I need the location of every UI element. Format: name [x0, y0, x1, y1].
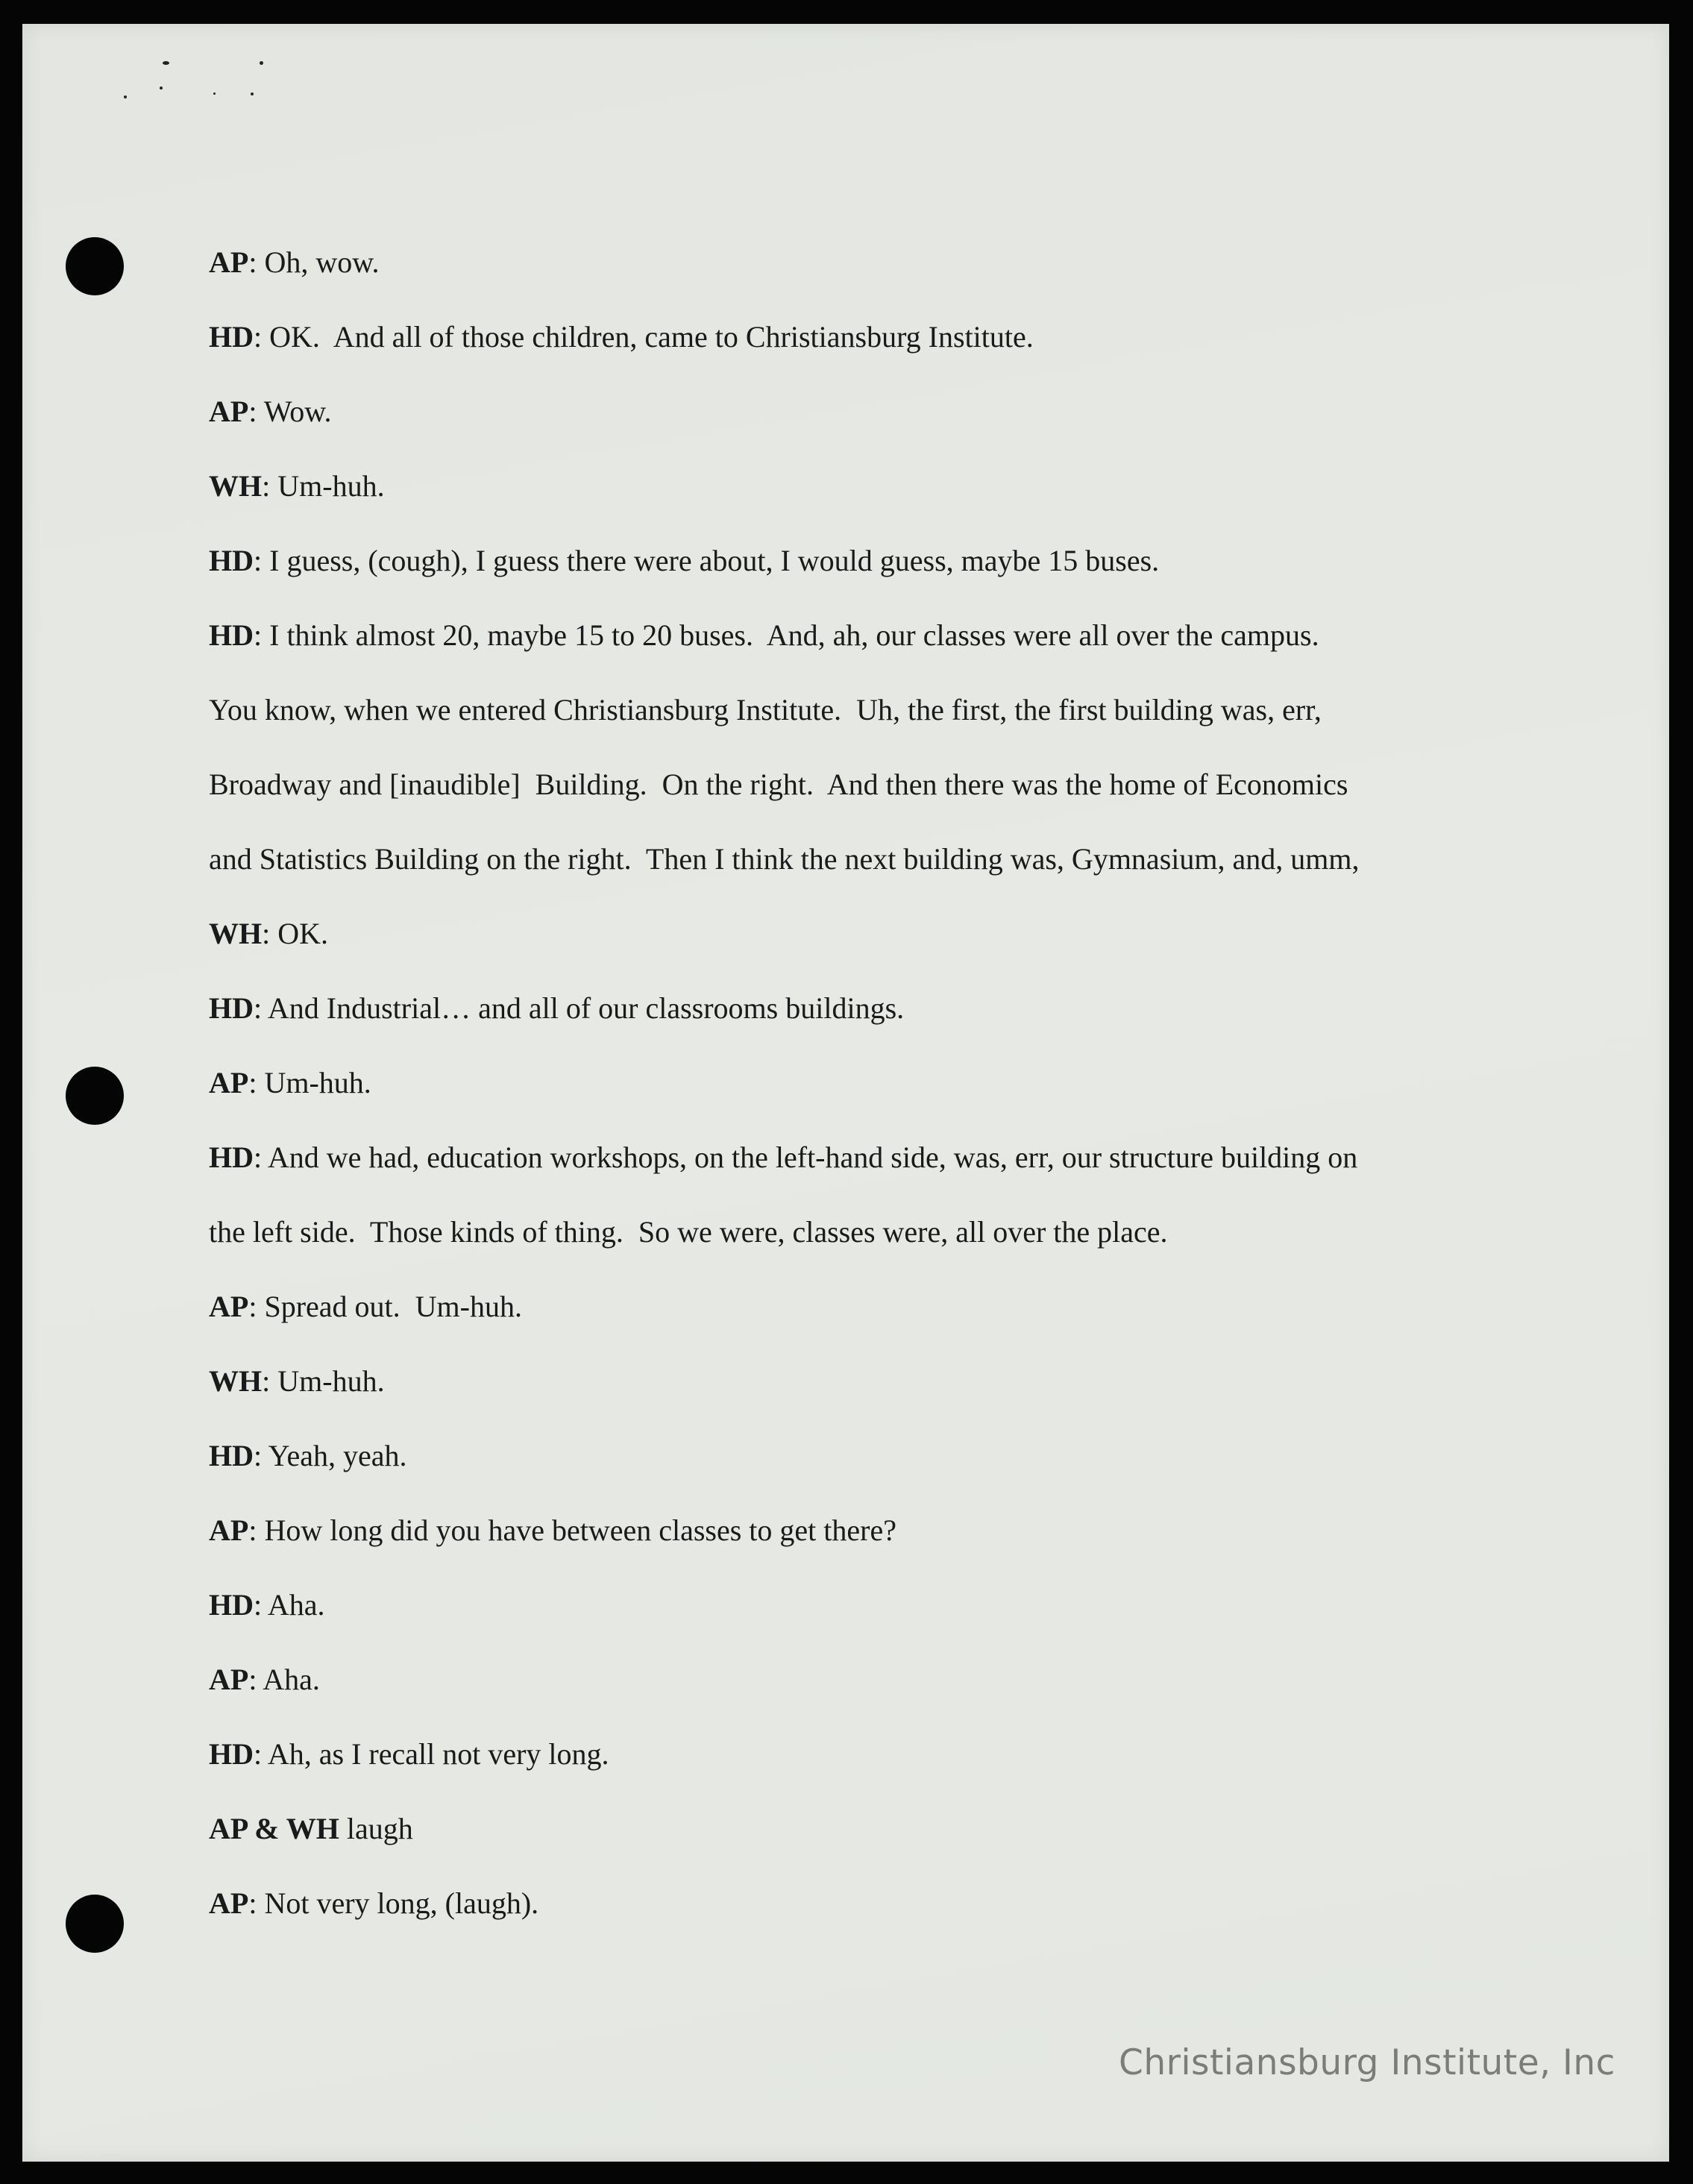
speaker-separator: :: [254, 544, 270, 577]
transcript-line: [209, 598, 1514, 673]
speaker-label: WH: [209, 1364, 263, 1398]
transcript-line: [209, 225, 1514, 300]
speaker-separator: :: [248, 1663, 263, 1696]
speaker-label: WH: [209, 469, 263, 503]
utterance-text: Oh, wow.: [264, 245, 380, 279]
speaker-label: HD: [209, 1140, 254, 1174]
transcript-line: [209, 971, 1514, 1046]
speaker-label: AP: [209, 1066, 249, 1099]
speck-mark: [160, 87, 163, 90]
speaker-separator: :: [254, 618, 270, 652]
transcript-line: [209, 1866, 1514, 1941]
utterance-text: laugh: [346, 1812, 413, 1845]
transcript-line: [209, 1493, 1514, 1568]
utterance-text: OK.: [277, 917, 329, 950]
transcript-line: [209, 1195, 1514, 1270]
speaker-label: HD: [209, 1588, 254, 1622]
transcript-line: [209, 897, 1514, 971]
speaker-separator: :: [262, 469, 278, 503]
transcript-line: [209, 449, 1514, 524]
speaker-separator: :: [262, 1364, 278, 1398]
transcript-body: [209, 225, 1514, 1941]
transcript-line: [209, 1717, 1514, 1792]
utterance-text: Um-huh.: [264, 1066, 371, 1099]
speaker-label: AP & WH: [209, 1812, 339, 1845]
utterance-text: Spread out. Um-huh.: [264, 1290, 522, 1323]
transcript-line: [209, 1792, 1514, 1866]
speck-mark: [213, 92, 216, 95]
speck-mark: [260, 61, 263, 65]
speaker-label: HD: [209, 320, 254, 354]
transcript-line: [209, 1568, 1514, 1642]
utterance-text: OK. And all of those children, came to Christiansburg Institute.: [269, 320, 1034, 354]
speaker-separator: :: [254, 1439, 268, 1472]
transcript-line: [209, 1046, 1514, 1120]
transcript-line: [209, 1344, 1514, 1419]
utterance-text: I think almost 20, maybe 15 to 20 buses. And, ah, our classes were all over the campus.: [269, 618, 1319, 652]
speaker-separator: :: [248, 245, 265, 279]
utterance-text: Yeah, yeah.: [268, 1439, 407, 1472]
speaker-separator: :: [262, 917, 278, 950]
speck-mark: [163, 61, 169, 65]
speaker-label: AP: [209, 1886, 249, 1920]
utterance-text: Not very long, (laugh).: [264, 1886, 539, 1920]
speck-mark: [124, 95, 127, 98]
speaker-separator: :: [248, 395, 264, 428]
speaker-label: AP: [209, 395, 249, 428]
speaker-label: HD: [209, 991, 254, 1025]
utterance-text: And Industrial… and all of our classrooms buildings.: [267, 991, 905, 1025]
speaker-separator: [339, 1812, 347, 1845]
transcript-line: [209, 673, 1514, 747]
utterance-text: I guess, (cough), I guess there were about, I would guess, maybe 15 buses.: [269, 544, 1160, 577]
punch-hole-middle: [66, 1067, 124, 1125]
document-page: [22, 24, 1669, 2162]
transcript-line: [209, 300, 1514, 374]
speaker-label: AP: [209, 1290, 249, 1323]
utterance-text: And we had, education workshops, on the left-hand side, was, err, our structure building on: [267, 1140, 1358, 1174]
transcript-line: [209, 747, 1514, 822]
transcript-line: [209, 1270, 1514, 1344]
utterance-text: Aha.: [263, 1663, 320, 1696]
speaker-label: HD: [209, 1737, 254, 1771]
speaker-separator: :: [254, 320, 270, 354]
utterance-text: Wow.: [263, 395, 332, 428]
utterance-text: the left side. Those kinds of thing. So we were, classes were, all over the place.: [209, 1215, 1168, 1249]
utterance-text: Um-huh.: [277, 469, 385, 503]
watermark-text: Christiansburg Institute, Inc: [1119, 2042, 1615, 2083]
utterance-text: How long did you have between classes to get there?: [264, 1513, 896, 1547]
punch-hole-top: [66, 237, 124, 295]
transcript-line: [209, 822, 1514, 897]
speaker-separator: :: [248, 1513, 265, 1547]
speaker-label: AP: [209, 245, 249, 279]
transcript-line: [209, 524, 1514, 598]
utterance-text: Aha.: [267, 1588, 325, 1622]
speaker-label: HD: [209, 544, 254, 577]
speaker-label: HD: [209, 1439, 254, 1472]
utterance-text: Broadway and [inaudible] Building. On the right. And then there was the home of Economics: [209, 768, 1348, 801]
utterance-text: You know, when we entered Christiansburg Institute. Uh, the first, the first building was, err,: [209, 693, 1322, 727]
punch-hole-bottom: [66, 1895, 124, 1953]
speck-mark: [251, 92, 254, 95]
speaker-label: HD: [209, 618, 254, 652]
speaker-separator: :: [254, 1588, 268, 1622]
transcript-line: [209, 374, 1514, 449]
utterance-text: Um-huh.: [277, 1364, 385, 1398]
speaker-label: AP: [209, 1513, 249, 1547]
utterance-text: Ah, as I recall not very long.: [267, 1737, 609, 1771]
transcript-line: [209, 1120, 1514, 1195]
speaker-label: AP: [209, 1663, 249, 1696]
speaker-label: WH: [209, 917, 263, 950]
speaker-separator: :: [254, 1737, 268, 1771]
transcript-line: [209, 1419, 1514, 1493]
speaker-separator: :: [254, 1140, 268, 1174]
utterance-text: and Statistics Building on the right. Then I think the next building was, Gymnasium, and, umm,: [209, 842, 1360, 876]
speaker-separator: :: [248, 1886, 265, 1920]
speaker-separator: :: [248, 1066, 265, 1099]
speaker-separator: :: [248, 1290, 265, 1323]
transcript-line: [209, 1642, 1514, 1717]
speaker-separator: :: [254, 991, 268, 1025]
